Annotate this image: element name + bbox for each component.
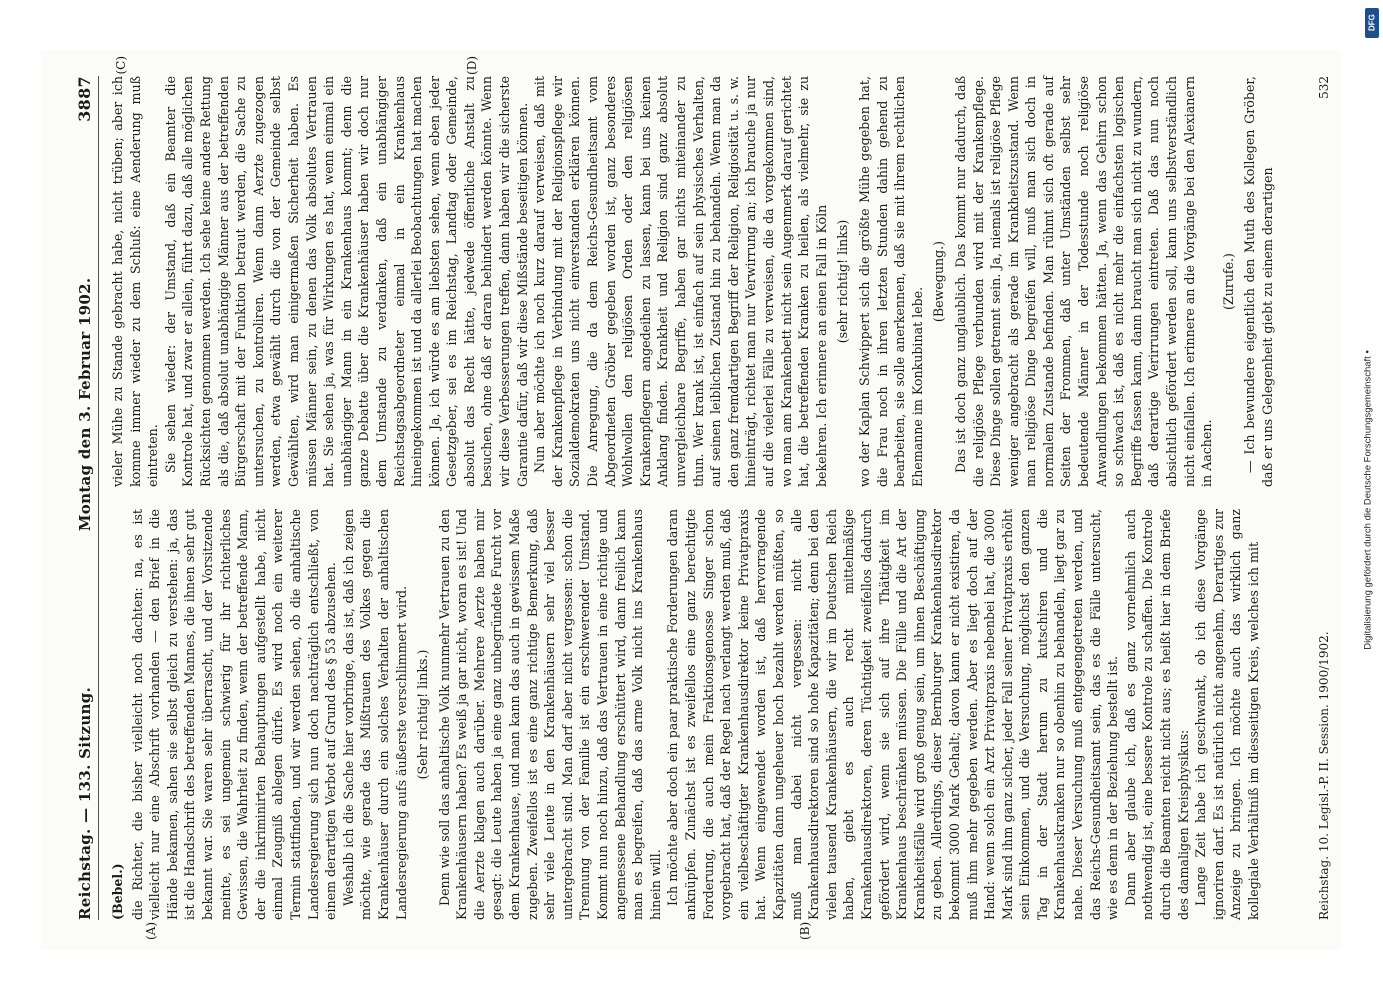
page-header [75,76,99,920]
footer-sheet-number: 532 [1317,76,1331,99]
text-columns [109,56,1279,940]
page-footer [1317,76,1331,920]
footer-legislature: Reichstag. 10. Legisl.-P. II. Session. 1900/1902. [1317,631,1331,920]
left-column [109,509,1279,940]
margin-marker-a: (A) [144,921,158,940]
paragraph: — Ich bewundere eigentlich den Muth des Kollegen Gröber, daß er uns Gelegenheit giebt zu einem derartigen [1242,76,1275,487]
header-date: Montag den 3. Februar 1902. [76,277,94,532]
margin-marker-d: (D) [465,56,479,75]
digitization-credit-text: Digitalisierung gefördert durch die Deutsche Forschungsgemeinschaft • [1362,350,1374,650]
interjection: (Zurufe.) [1220,253,1236,310]
digitization-credit [1363,10,1373,990]
dfg-logo: DFG [1365,8,1379,38]
margin-marker-c: (C) [114,56,128,75]
paragraph: Weshalb ich die Sache hier vorbringe, das ist, daß ich zeigen möchte, wie gerade das Mißtrauen des Volkes gegen die Krankenhäuser durch ein solches Verhalten der anhaltischen Landesregierung aufs äußerste verschlimmert wird. [340,509,409,920]
header-chamber-session: Reichstag. — 133. Sitzung. [76,686,94,920]
paragraph: die Richter, die bisher vielleicht noch dachten: na, es ist vielleicht nur eine Abschrift vorhanden — den Brief in die Hände bekamen, sahen sie selbst gleich zu verstehen: ja, das ist die Handschrift des betreffenden Mannes, die ihnen sehr gut bekannt war. Sie waren sehr überrascht, und der Vorsitzende meinte, es sei ungemein schwierig für ihr richterliches Gewissen, die Wahrheit zu finden, wenn der betreffende Mann, der die inkriminirten Behauptungen aufgestellt habe, nicht einmal Zeugniß ablegen dürfe. Es wird noch ein weiterer Termin stattfinden, und wir werden sehen, ob die anhaltische Landesregierung sich nun doch nachträglich entschließt, von einem derartigen Verbot auf Grund des § 53 abzusehen. [129,509,339,920]
paragraph: Dann aber glaube ich, daß es ganz vornehmlich auch nothwendig ist, eine bessere Kontrole zu schaffen. Die Kontrole durch die Beamten reicht nicht aus; es heißt hier in dem Briefe des damaligen Kreisphysikus: [1122,509,1191,920]
right-column [109,56,1279,487]
paragraph: Das ist doch ganz unglaublich. Das kommt nur dadurch, daß die religiöse Pflege verbunden wird mit der Krankenpflege. Diese Dinge sollen getrennt sein. Ja, niemals ist religiöse Pflege weniger angebracht als gerade im Krankheitszustand. Wenn man religiöse Dinge begreifen will, muß man sich doch in normalem Zustande befinden. Man rühmt sich oft gerade auf Seiten der Frommen, daß unter Umständen selbst sehr bedeutende Männer in der Todesstunde noch religiöse Anwandlungen bekommen hätten. Ja, wenn das Gehirn schon so schwach ist, daß es nicht mehr die einfachsten logischen Begriffe fassen kann, dann braucht man sich nicht zu wundern, daß derartige Verirrungen eintreten. Daß das nun noch absichtlich gefördert werden soll, kann uns selbstverständlich nicht einfallen. Ich erinnere an die Vorgänge bei den Alexianern in Aachen. [952,76,1215,487]
quoted-paragraph: Lange Zeit habe ich geschwankt, ob ich diese Vorgänge ignoriren darf. Es ist natürlich nicht angenehm, Derartiges zur Anzeige zu bringen. Ich möchte auch das wirklich ganz kollegiale Verhältniß im diesseitigen Kreis, welches ich mit [1193,509,1261,920]
interjection: (Bewegung.) [931,240,947,323]
quoted-paragraph: vieler Mühe zu Stande gebracht habe, nicht trüben; aber ich komme immer wieder zu dem Schluß: eine Aenderung muß eintreten. [110,76,161,487]
header-page-number: 3887 [75,76,94,122]
paragraph: Sie sehen wieder: der Umstand, daß ein Beamter die Kontrole hat, und zwar er allein, führt dazu, daß alle möglichen Rücksichten genommen werden. Ich sehe keine andere Rettung als die, daß absolut unabhängige Männer aus der betreffenden Bürgerschaft mit der Funktion betraut werden, die Sache zu untersuchen, zu kontroliren. Wenn dann Aerzte zugezogen werden, etwa gewählt durch die von der Gemeinde selbst Gewählten, wird man einigermaßen Sicherheit haben. Es müssen Männer sein, zu denen das Volk absolutes Vertrauen hat. Sie sehen ja, was für Wirkungen es hat, wenn einmal ein unabhängiger Mann in ein Krankenhaus kommt; denn die ganze Debatte über die Krankenhäuser haben wir doch nur dem Umstande zu verdanken, daß ein unabhängiger Reichstagsabgeordneter einmal in ein Krankenhaus hineingekommen ist und da allerlei Beobachtungen hat machen können. Ja, ich würde es am liebsten sehen, wenn eben jeder Gesetzgeber, sei es im Reichstag, Landtag oder Gemeinde, absolut das Recht hätte, jedwede öffentliche Anstalt zu besuchen, ohne daß er daran behindert werden könnte. Wenn wir diese Verbesserungen treffen, dann haben wir die sicherste Garantie dafür, daß wir diese Mißstände beseitigen können. [162,76,530,487]
paragraph: Nun aber möchte ich noch kurz darauf verweisen, daß mit der Krankenpflege in Verbindung mit der Religionspflege wir Sozialdemokraten uns nicht einverstanden erklären können. Die Anregung, die da dem Reichs-Gesundheitsamt vom Abgeordneten Gröber gegeben worden ist, ganz besonderes Wohlwollen den religiösen Orden oder den religiösen Krankenpflegern angedeihen zu lassen, kann bei uns keinen Anklang finden. Krankheit und Religion sind ganz absolut unvergleichbare Begriffe, haben gar nichts miteinander zu thun. Wer krank ist, ist einfach auf sein physisches Verhalten, auf seinen leiblichen Zustand hin zu behandeln. Wenn man da den ganz fremdartigen Begriff der Religion, Religiosität u. s. w. hineinträgt, richtet man nur Verwirrung an; ich brauche ja nur auf die vielerlei Fälle zu verweisen, die da vorgekommen sind, wo man am Krankenbett nicht sein Augenmerk darauf gerichtet hat, die betreffenden Kranken zu heilen, als vielmehr, sie zu bekehren. Ich erinnere an einen Fall in Köln [532,76,829,487]
paragraph: wo der Kaplan Schwippert sich die größte Mühe gegeben hat, die Frau noch in ihren letzten Stunden dahin gehend zu bearbeiten, sie solle anerkennen, daß sie mit ihrem rechtlichen Ehemanne im Konkubinat lebe. [856,76,925,487]
paragraph: Ich möchte aber doch ein paar praktische Forderungen daran anknüpfen. Zunächst ist es zweifellos eine ganz berechtigte Forderung, die auch mein Fraktionsgenosse Singer schon vorgebracht hat, daß der Regel nach verlangt werden muß, daß ein vielbeschäftigter Krankenhausdirektor keine Privatpraxis hat. Wenn eingewendet worden ist, daß hervorragende Kapazitäten dann ungeheuer hoch bezahlt werden müßten, so muß man dabei nicht vergessen: nicht alle Krankenhausdirektoren sind so hohe Kapazitäten; denn bei den vielen tausend Krankenhäusern, die wir im Deutschen Reich haben, giebt es auch recht mittelmäßige Krankenhausdirektoren, deren Tüchtigkeit zweifellos dadurch gefördert wird, wenn sie sich auf ihre Thätigkeit im Krankenhaus beschränken müssen. Die Fülle und die Art der Krankheitsfälle wird groß genug sein, um ihnen Beschäftigung zu geben. Allerdings, dieser Bernburger Krankenhausdirektor bekommt 3000 Mark Gehalt; davon kann er nicht existiren, da muß ihm mehr gegeben werden. Aber es liegt doch auf der Hand: wenn solch ein Arzt Privatpraxis nebenbei hat, die 3000 Mark sind ihm ganz sicher, jeder Fall seiner Privatpraxis erhöht sein Einkommen, und die Versuchung, möglichst den ganzen Tag in der Stadt herum zu kutschiren und die Krankenhauskranken nur so obenhin zu behandeln, liegt gar zu nahe. Dieser Versuchung muß entgegengetreten werden, und das Reichs-Gesundheitsamt sein, das es die Fälle untersucht, wie es denn in der Beziehung bestellt ist. [665,509,1121,920]
margin-marker-b: (B) [798,921,812,940]
speaker-label: (Bebel.) [110,863,125,920]
interjection: (Sehr richtig! links.) [415,649,431,780]
paragraph: Denn wie soll das anhaltische Volk nunmehr Vertrauen zu den Krankenhäusern haben? Es weiß ja gar nicht, woran es ist! Und die Aerzte klagen auch darüber. Mehrere Aerzte haben mir gesagt: die Leute haben ja eine ganz unbegründete Furcht vor dem Krankenhause, und man kann das auch in gewissem Maße zugeben. Zweifellos ist es eine ganz richtige Bemerkung, daß sehr viele Leute in den Krankenhäusern sehr viel besser untergebracht sind. Man darf aber nicht vergessen: schon die Trennung von der Familie ist ein erschwerender Umstand. Kommt nun noch hinzu, daß das Vertrauen in eine richtige und angemessene Behandlung erschüttert wird, dann freilich kann man es begreifen, daß das arme Volk nicht ins Krankenhaus hinein will. [436,509,663,920]
interjection: (sehr richtig! links) [835,219,851,344]
scanned-page [41,50,1341,950]
